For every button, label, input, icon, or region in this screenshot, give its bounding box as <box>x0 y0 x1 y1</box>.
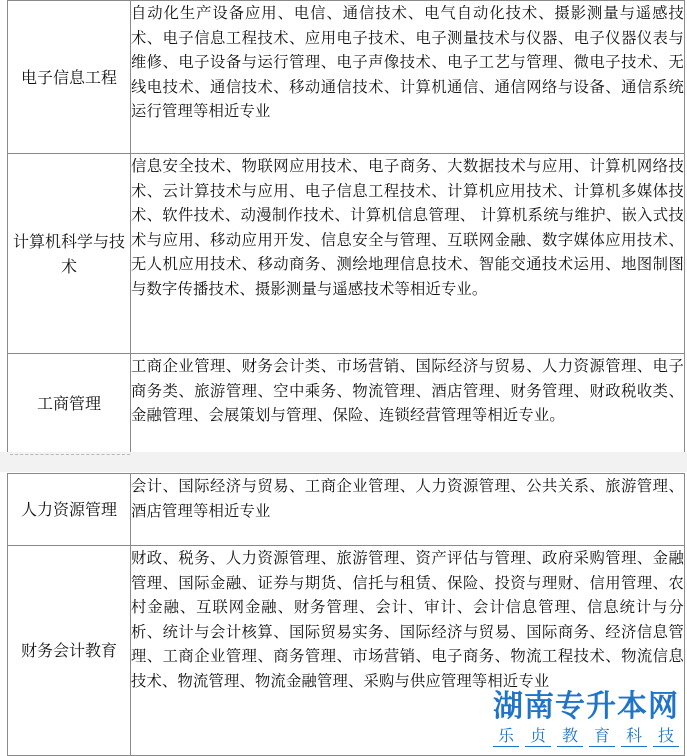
page-break <box>0 452 687 472</box>
page-break-divider <box>10 454 130 455</box>
watermark-title: 湖南专升本网 <box>493 689 679 724</box>
table-row <box>8 354 685 453</box>
related-majors-cell: 自动化生产设备应用、电信、通信技术、电气自动化技术、摄影测量与遥感技术、电子信息工程技术、应用电子技术、电子测量技术与仪器、电子仪器仪表与维修、电子设备与运行管理、电子声像技术、电子工艺与管理、微电子技术、无线电技术、通信技术、移动通信技术、计算机通信、通信网络与设备、通信系统运行管理等相近专业 <box>131 1 685 154</box>
watermark-char: 技 <box>653 726 679 747</box>
table-row <box>8 474 685 546</box>
related-majors-cell: 工商企业管理、财务会计类、市场营销、国际经济与贸易、人力资源管理、电子商务类、旅游管理、空中乘务、物流管理、酒店管理、财务管理、财政税收类、金融管理、会展策划与管理、保险、连锁经营管理等相近专业。 <box>131 354 685 453</box>
table-row <box>8 546 685 756</box>
related-majors-cell: 信息安全技术、物联网应用技术、电子商务、大数据技术与应用、计算机网络技术、云计算技术与应用、电子信息工程技术、计算机应用技术、计算机多媒体技术、软件技术、动漫制作技术、计算机信息管理、 计算机系统与维护、嵌入式技术与应用、移动应用开发、信息安全与管理、互联网金融、数字媒体应用技术、无人机应用技术、移动商务、测绘地理信息技术、智能交通技术运用、地图制图与数字传播技术、摄影测量与遥感技术等相近专业。 <box>131 154 685 354</box>
major-name-cell: 计算机科学与技术 <box>8 154 131 354</box>
table-row <box>8 154 685 354</box>
watermark-char: 科 <box>621 726 647 747</box>
majors-table-top <box>7 0 685 453</box>
table-row <box>8 1 685 154</box>
related-majors-cell: 财政、税务、人力资源管理、旅游管理、资产评估与管理、政府采购管理、金融管理、国际金融、证券与期货、信托与租赁、保险、投资与理财、信用管理、农村金融、互联网金融、财务管理、会计、审计、会计信息管理、信息统计与分析、统计与会计核算、国际贸易实务、国际经济与贸易、国际商务、经济信息管理、工商企业管理、商务管理、市场营销、电子商务、物流工程技术、物流信息技术、物流管理、物流金融管理、采购与供应管理等相近专业 <box>131 546 685 756</box>
watermark-char: 育 <box>589 726 615 747</box>
watermark-char: 教 <box>557 726 583 747</box>
major-name-cell: 人力资源管理 <box>8 474 131 546</box>
major-name-cell: 财务会计教育 <box>8 546 131 756</box>
major-name-cell: 电子信息工程 <box>8 1 131 154</box>
majors-table-bottom <box>7 473 685 756</box>
major-name-cell: 工商管理 <box>8 354 131 453</box>
related-majors-cell: 会计、国际经济与贸易、工商企业管理、人力资源管理、公共关系、旅游管理、酒店管理等相近专业 <box>131 474 685 546</box>
watermark-char: 乐 <box>493 726 519 747</box>
watermark-char: 贞 <box>525 726 551 747</box>
